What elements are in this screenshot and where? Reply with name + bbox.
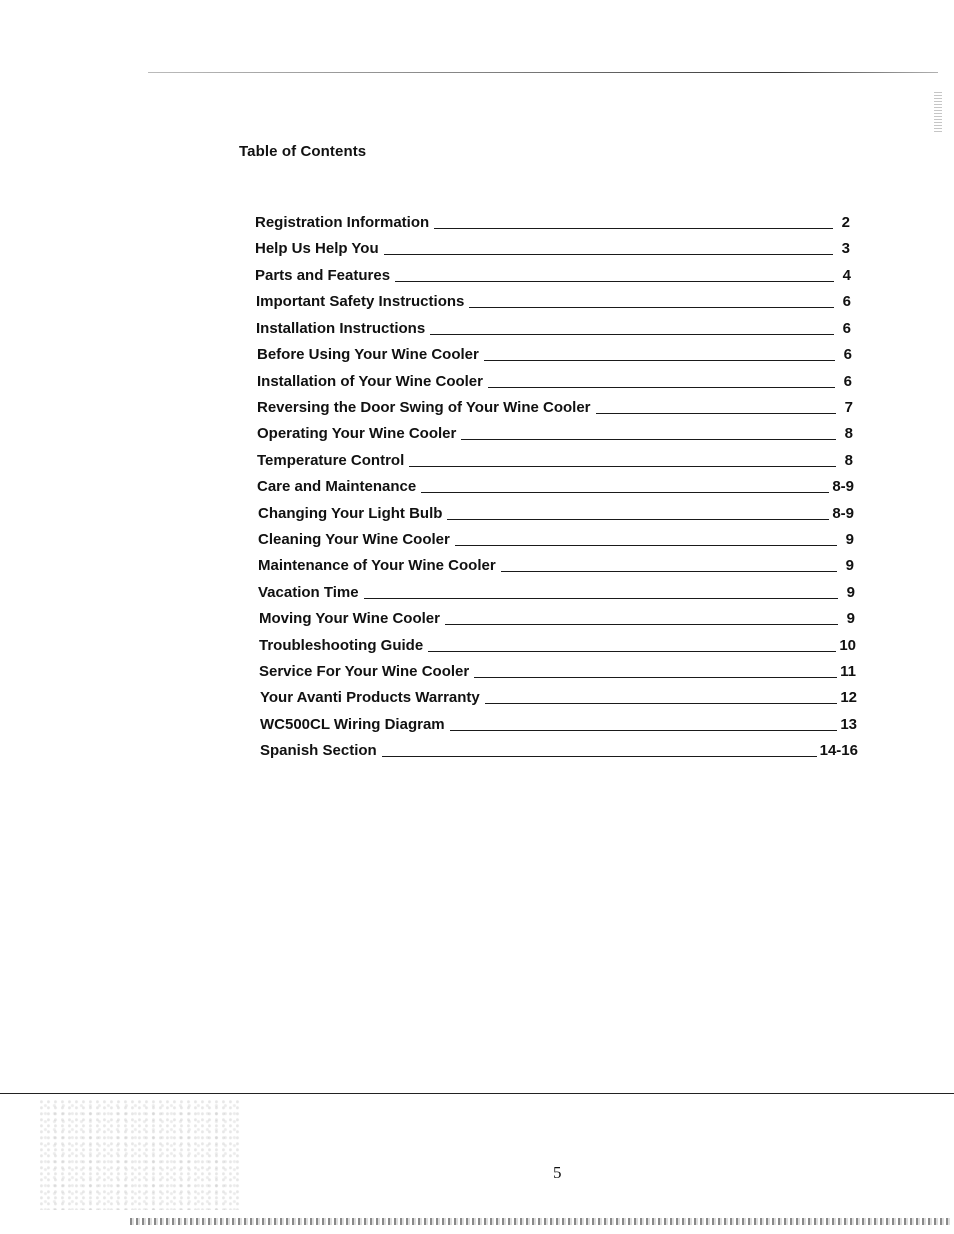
toc-entry-label: Troubleshooting Guide [259,637,424,654]
toc-entry-label: Help Us Help You [255,240,379,257]
toc-entry-page: 6 [843,346,852,363]
toc-entry-page: 9 [845,531,854,548]
toc-entry-label: Parts and Features [255,267,391,284]
toc-entry-label: Before Using Your Wine Cooler [257,346,479,363]
toc-entry-page: 13 [840,716,857,733]
toc-leader-line [485,702,838,704]
toc-leader-line [469,306,834,308]
scan-noise [40,1100,240,1210]
toc-entry [260,687,857,707]
toc-entry [257,397,853,417]
toc-leader-line [445,623,838,625]
toc-leader-line [596,412,836,414]
toc-entry-label: Moving Your Wine Cooler [259,610,440,627]
toc-entry [256,318,851,338]
toc-leader-line [474,676,837,678]
toc-entry [256,291,851,311]
toc-entry-page: 6 [842,320,851,337]
toc-leader-line [384,253,833,255]
toc-entry [259,635,856,655]
toc-leader-line [450,729,838,731]
toc-entry [257,371,852,391]
toc-entry-page: 6 [843,373,852,390]
toc-entry-label: Installation Instructions [256,320,426,337]
toc-entry [259,661,856,681]
toc-entry-page: 7 [844,399,853,416]
scan-edge-bottom [130,1218,950,1225]
toc-leader-line [409,465,836,467]
toc-entry [257,450,853,470]
toc-entry-label: WC500CL Wiring Diagram [260,716,445,733]
toc-leader-line [382,755,817,757]
toc-entry-label: Reversing the Door Swing of Your Wine Cooler [257,399,591,416]
toc-leader-line [501,570,837,572]
toc-entry-page: 8-9 [832,505,854,522]
toc-entry [257,476,854,496]
toc-entry [257,423,853,443]
toc-entry-label: Operating Your Wine Cooler [257,425,457,442]
toc-entry-label: Installation of Your Wine Cooler [257,373,483,390]
toc-entry-page: 6 [842,293,851,310]
page-number: 5 [553,1163,562,1182]
toc-entry-label: Cleaning Your Wine Cooler [258,531,450,548]
toc-entry-page: 12 [840,689,857,706]
toc-entry [259,608,855,628]
toc-entry [260,740,858,760]
toc-entry [258,529,854,549]
toc-entry-label: Registration Information [255,214,430,231]
toc-entry-page: 9 [846,610,855,627]
toc-entry [255,265,851,285]
toc-leader-line [461,438,836,440]
toc-entry [258,503,854,523]
footer-rule [0,1093,954,1094]
toc-leader-line [428,650,836,652]
toc-leader-line [434,227,833,229]
toc-leader-line [430,333,834,335]
toc-entry-page: 9 [845,557,854,574]
toc-entry [260,714,857,734]
toc-entry-page: 2 [841,214,850,231]
toc-entry-page: 8-9 [832,478,854,495]
toc-leader-line [447,518,829,520]
toc-entry-page: 3 [841,240,850,257]
toc-entry-label: Your Avanti Products Warranty [260,689,480,706]
toc-heading: Table of Contents [239,143,367,160]
toc-entry-page: 10 [839,637,856,654]
toc-entry-page: 8 [844,452,853,469]
toc-leader-line [364,597,838,599]
toc-entry-label: Temperature Control [257,452,405,469]
toc-entry-page: 14-16 [819,742,858,759]
toc-entry-page: 4 [842,267,851,284]
toc-entry-label: Important Safety Instructions [256,293,465,310]
toc-entry-label: Maintenance of Your Wine Cooler [258,557,496,574]
toc-entry [255,238,850,258]
toc-entry-page: 11 [840,663,856,680]
toc-entry-page: 9 [846,584,855,601]
toc-leader-line [484,359,835,361]
toc-entry [257,344,852,364]
toc-entry-label: Care and Maintenance [257,478,417,495]
toc-entry-label: Vacation Time [258,584,359,601]
toc-entry-label: Changing Your Light Bulb [258,505,443,522]
toc-leader-line [488,386,835,388]
toc-entry-page: 8 [844,425,853,442]
toc-entry-label: Service For Your Wine Cooler [259,663,470,680]
toc-leader-line [455,544,837,546]
toc-entry-label: Spanish Section [260,742,377,759]
toc-entry [255,212,850,232]
toc-leader-line [395,280,834,282]
toc-entry [258,555,854,575]
toc-entry [258,582,855,602]
toc-leader-line [421,491,829,493]
